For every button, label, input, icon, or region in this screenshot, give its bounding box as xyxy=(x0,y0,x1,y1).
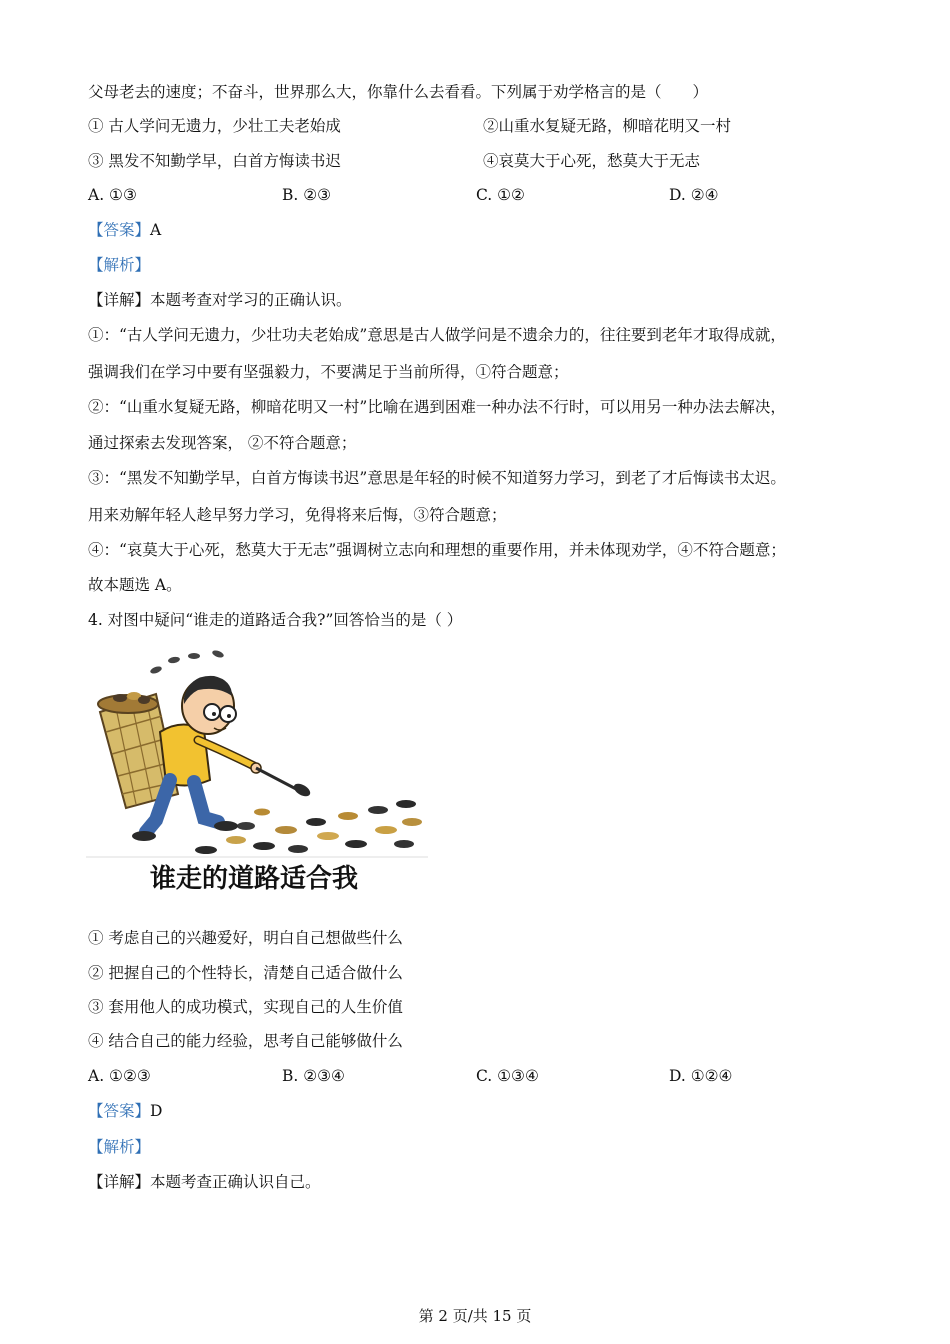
q3-explanation-5: ③：“黑发不知勤学早，白首方悔读书迟”意思是年轻的时候不知道努力学习，到老了才后悔读书太迟。 xyxy=(88,469,786,487)
q3-choice-d: D. ②④ xyxy=(669,186,719,204)
q3-explanation-7: ④：“哀莫大于心死，愁莫大于无志”强调树立志向和理想的重要作用，并未体现劝学，④不符合题意； xyxy=(88,541,786,559)
answer-tag: 【答案】 xyxy=(88,1102,151,1120)
q3-choice-c: C. ①② xyxy=(476,186,525,204)
q3-detail: 本题考查对学习的正确认识。 xyxy=(150,291,352,309)
q4-item-3: ③ 套用他人的成功模式，实现自己的人生价值 xyxy=(88,998,403,1016)
q4-item-4: ④ 结合自己的能力经验，思考自己能够做什么 xyxy=(88,1032,403,1050)
q3-item-2: ②山重水复疑无路，柳暗花明又一村 xyxy=(483,117,732,135)
q4-answer: D xyxy=(150,1102,163,1120)
q4-choice-b: B. ②③④ xyxy=(282,1067,345,1085)
q4-question: 4. 对图中疑问“谁走的道路适合我?”回答恰当的是（ ） xyxy=(88,611,463,629)
detail-tag: 【详解】 xyxy=(88,1173,151,1191)
q3-choice-b: B. ②③ xyxy=(282,186,332,204)
q3-explanation-1: ①：“古人学问无遗力，少壮功夫老始成”意思是古人做学问是不遗余力的，往往要到老年才取得成就， xyxy=(88,326,786,344)
q3-intro: 父母老去的速度；不奋斗，世界那么大，你靠什么去看看。下列属于劝学格言的是（ ） xyxy=(88,83,709,101)
q4-choice-a: A. ①②③ xyxy=(88,1067,151,1085)
q3-choice-a: A. ①③ xyxy=(88,186,137,204)
q4-choice-c: C. ①③④ xyxy=(476,1067,539,1085)
cartoon-image xyxy=(86,644,428,858)
page-footer: 第 2 页/共 15 页 xyxy=(418,1307,532,1325)
q3-explanation-3: ②：“山重水复疑无路，柳暗花明又一村”比喻在遇到困难一种办法不行时，可以用另一种办法去解决， xyxy=(88,398,786,416)
q4-choice-d: D. ①②④ xyxy=(669,1067,733,1085)
q3-item-4: ④哀莫大于心死，愁莫大于无志 xyxy=(483,152,701,170)
image-caption: 谁走的道路适合我 xyxy=(150,864,359,894)
sweat-drops xyxy=(149,649,224,675)
q3-answer: A xyxy=(150,221,162,239)
q3-item-3: ③ 黑发不知勤学早，白首方悔读书迟 xyxy=(88,152,341,170)
q3-detail-line xyxy=(88,290,352,310)
q4-detail: 本题考查正确认识自己。 xyxy=(150,1173,321,1191)
q4-item-1: ① 考虑自己的兴趣爱好，明白自己想做些什么 xyxy=(88,929,403,947)
q3-answer-line xyxy=(88,220,161,240)
q3-item-1: ① 古人学问无遗力，少壮工夫老始成 xyxy=(88,117,341,135)
q3-explanation-6: 用来劝解年轻人趁早努力学习，免得将来后悔，③符合题意； xyxy=(88,506,507,524)
answer-tag: 【答案】 xyxy=(88,221,151,239)
q3-analysis-tag: 【解析】 xyxy=(88,256,151,274)
q3-explanation-8: 故本题选 A。 xyxy=(88,576,182,594)
q4-answer-line xyxy=(88,1101,162,1121)
q4-analysis-tag: 【解析】 xyxy=(88,1138,151,1156)
q4-item-2: ② 把握自己的个性特长，清楚自己适合做什么 xyxy=(88,964,403,982)
detail-tag: 【详解】 xyxy=(88,291,151,309)
q4-detail-line xyxy=(88,1172,321,1192)
q3-explanation-4: 通过探索去发现答案， ②不符合题意； xyxy=(88,434,357,452)
q3-explanation-2: 强调我们在学习中要有坚强毅力，不要满足于当前所得，①符合题意； xyxy=(88,363,569,381)
